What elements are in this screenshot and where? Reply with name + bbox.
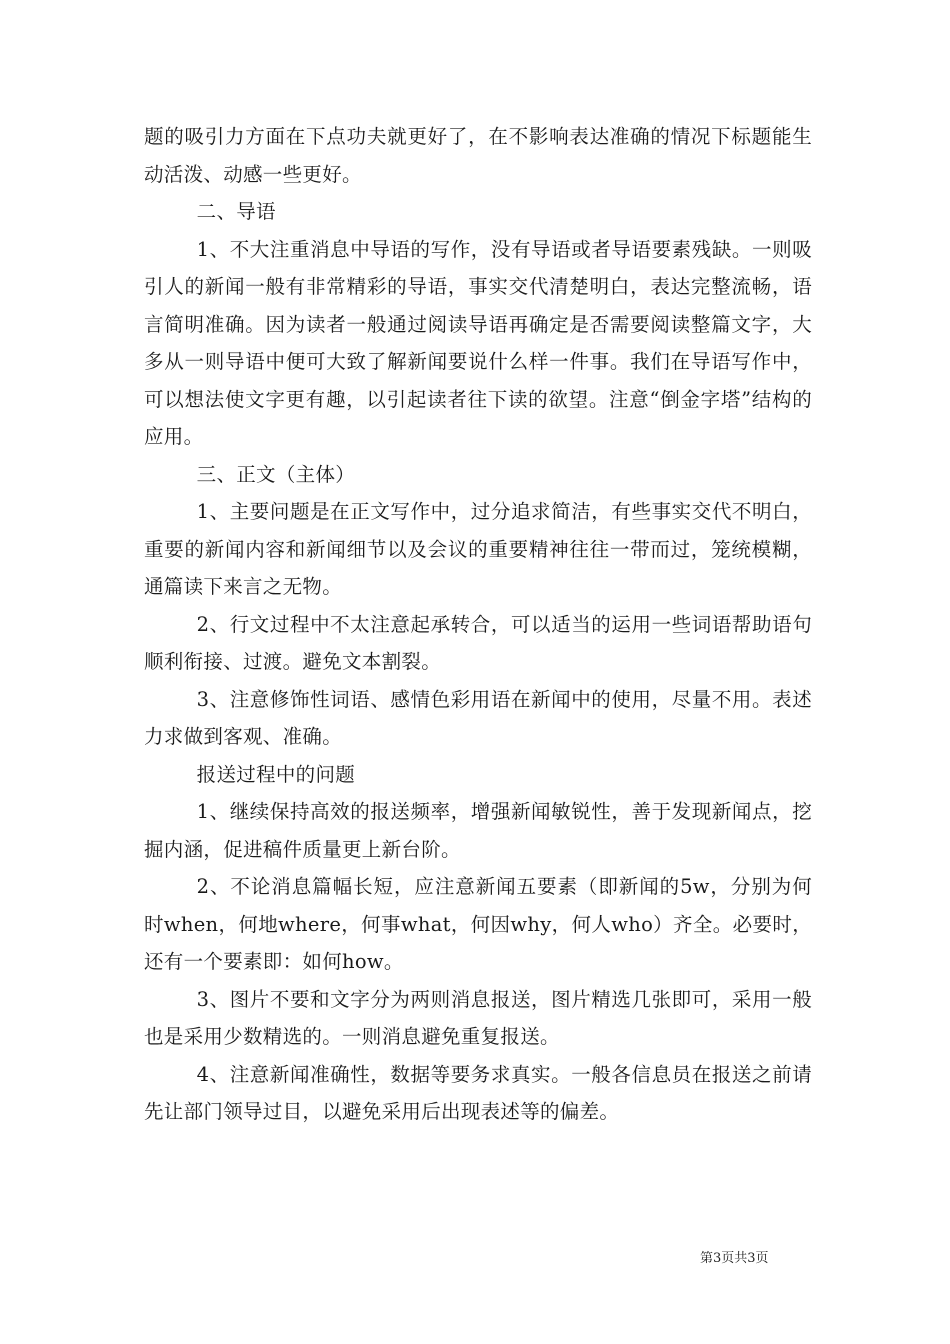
paragraph-lead-1: 1、不大注重消息中导语的写作，没有导语或者导语要素残缺。一则吸引人的新闻一般有非常精彩的导语，事实交代清楚明白，表达完整流畅，语言简明准确。因为读者一般通过阅读导语再确定是否需要阅读整篇文字，大多从一则导语中便可大致了解新闻要说什么样一件事。我们在导语写作中，可以想法使文字更有趣，以引起读者往下读的欲望。注意“倒金字塔”结构的应用。 [144,237,812,448]
paragraph-submission-3: 3、图片不要和文字分为两则消息报送，图片精选几张即可，采用一般也是采用少数精选的。一则消息避免重复报送。 [144,987,812,1048]
paragraph-submission-4: 4、注意新闻准确性，数据等要务求真实。一般各信息员在报送之前请先让部门领导过目，以避免采用后出现表述等的偏差。 [144,1062,812,1123]
section-heading-lead: 二、导语 [196,200,276,223]
section-heading-body: 三、正文（主体） [196,462,356,486]
paragraph-submission-1: 1、继续保持高效的报送频率，增强新闻敏锐性，善于发现新闻点，挖掘内涵，促进稿件质量更上新台阶。 [144,800,812,861]
paragraph-body-1: 1、主要问题是在正文写作中，过分追求简洁，有些事实交代不明白，重要的新闻内容和新闻细节以及会议的重要精神往往一带而过，笼统模糊，通篇读下来言之无物。 [144,500,812,598]
document-body [144,118,812,1131]
page-number-footer: 第3页共3页 [700,1251,769,1266]
paragraph-body-2: 2、行文过程中不太注意起承转合，可以适当的运用一些词语帮助语句顺利衔接、过渡。避免文本割裂。 [144,612,812,673]
paragraph-title-advice: 题的吸引力方面在下点功夫就更好了，在不影响表达准确的情况下标题能生动活泼、动感一些更好。 [144,125,812,186]
paragraph-submission-2: 2、不论消息篇幅长短，应注意新闻五要素（即新闻的5w，分别为何时when，何地where，何事what，何因why，何人who）齐全。必要时，还有一个要素即：如何how。 [144,875,812,973]
section-heading-submission: 报送过程中的问题 [196,762,356,786]
paragraph-body-3: 3、注意修饰性词语、感情色彩用语在新闻中的使用，尽量不用。表述力求做到客观、准确。 [144,687,812,748]
